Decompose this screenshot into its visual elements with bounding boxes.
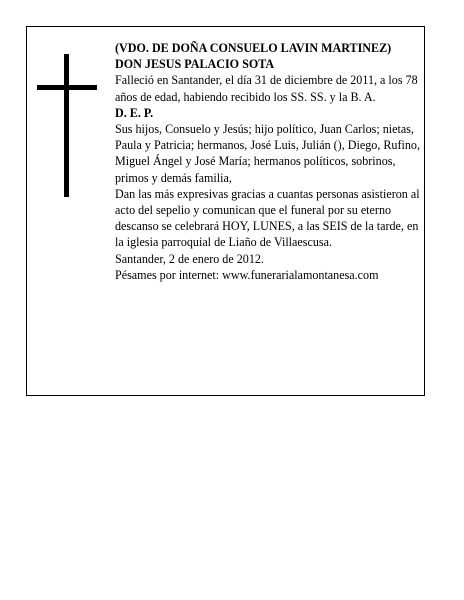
dep-line: D. E. P. bbox=[115, 105, 154, 120]
family-paragraph: Sus hijos, Consuelo y Jesús; hijo político, Juan Carlos; nietas, Paula y Patricia; hermanos, José Luis, Julián (), Diego, Rufino, Miguel Ángel y José María; hermanos políticos, sobrinos, primos y demás familia, bbox=[115, 122, 420, 185]
deceased-name: DON JESUS PALACIO SOTA bbox=[115, 57, 275, 72]
cross-horizontal-bar bbox=[37, 85, 97, 90]
condolences-line: Pésames por internet: www.funerarialamontanesa.com bbox=[115, 267, 379, 282]
widow-line: (VDO. DE DOÑA CONSUELO LAVIN MARTINEZ) bbox=[115, 41, 392, 55]
notice-text bbox=[115, 40, 422, 283]
death-paragraph: Falleció en Santander, el día 31 de diciembre de 2011, a los 78 años de edad, habiendo recibido los SS. SS. y la B. A. bbox=[115, 73, 418, 104]
obituary-notice bbox=[26, 26, 425, 396]
date-line: Santander, 2 de enero de 2012. bbox=[115, 251, 264, 266]
cross-vertical-bar bbox=[64, 54, 69, 197]
thanks-paragraph: Dan las más expresivas gracias a cuantas personas asistieron al acto del sepelio y comunican que el funeral por su eterno descanso se celebrará HOY, LUNES, a las SEIS de la tarde, en la iglesia parroquial de Liaño de Villaescusa. bbox=[115, 186, 420, 250]
